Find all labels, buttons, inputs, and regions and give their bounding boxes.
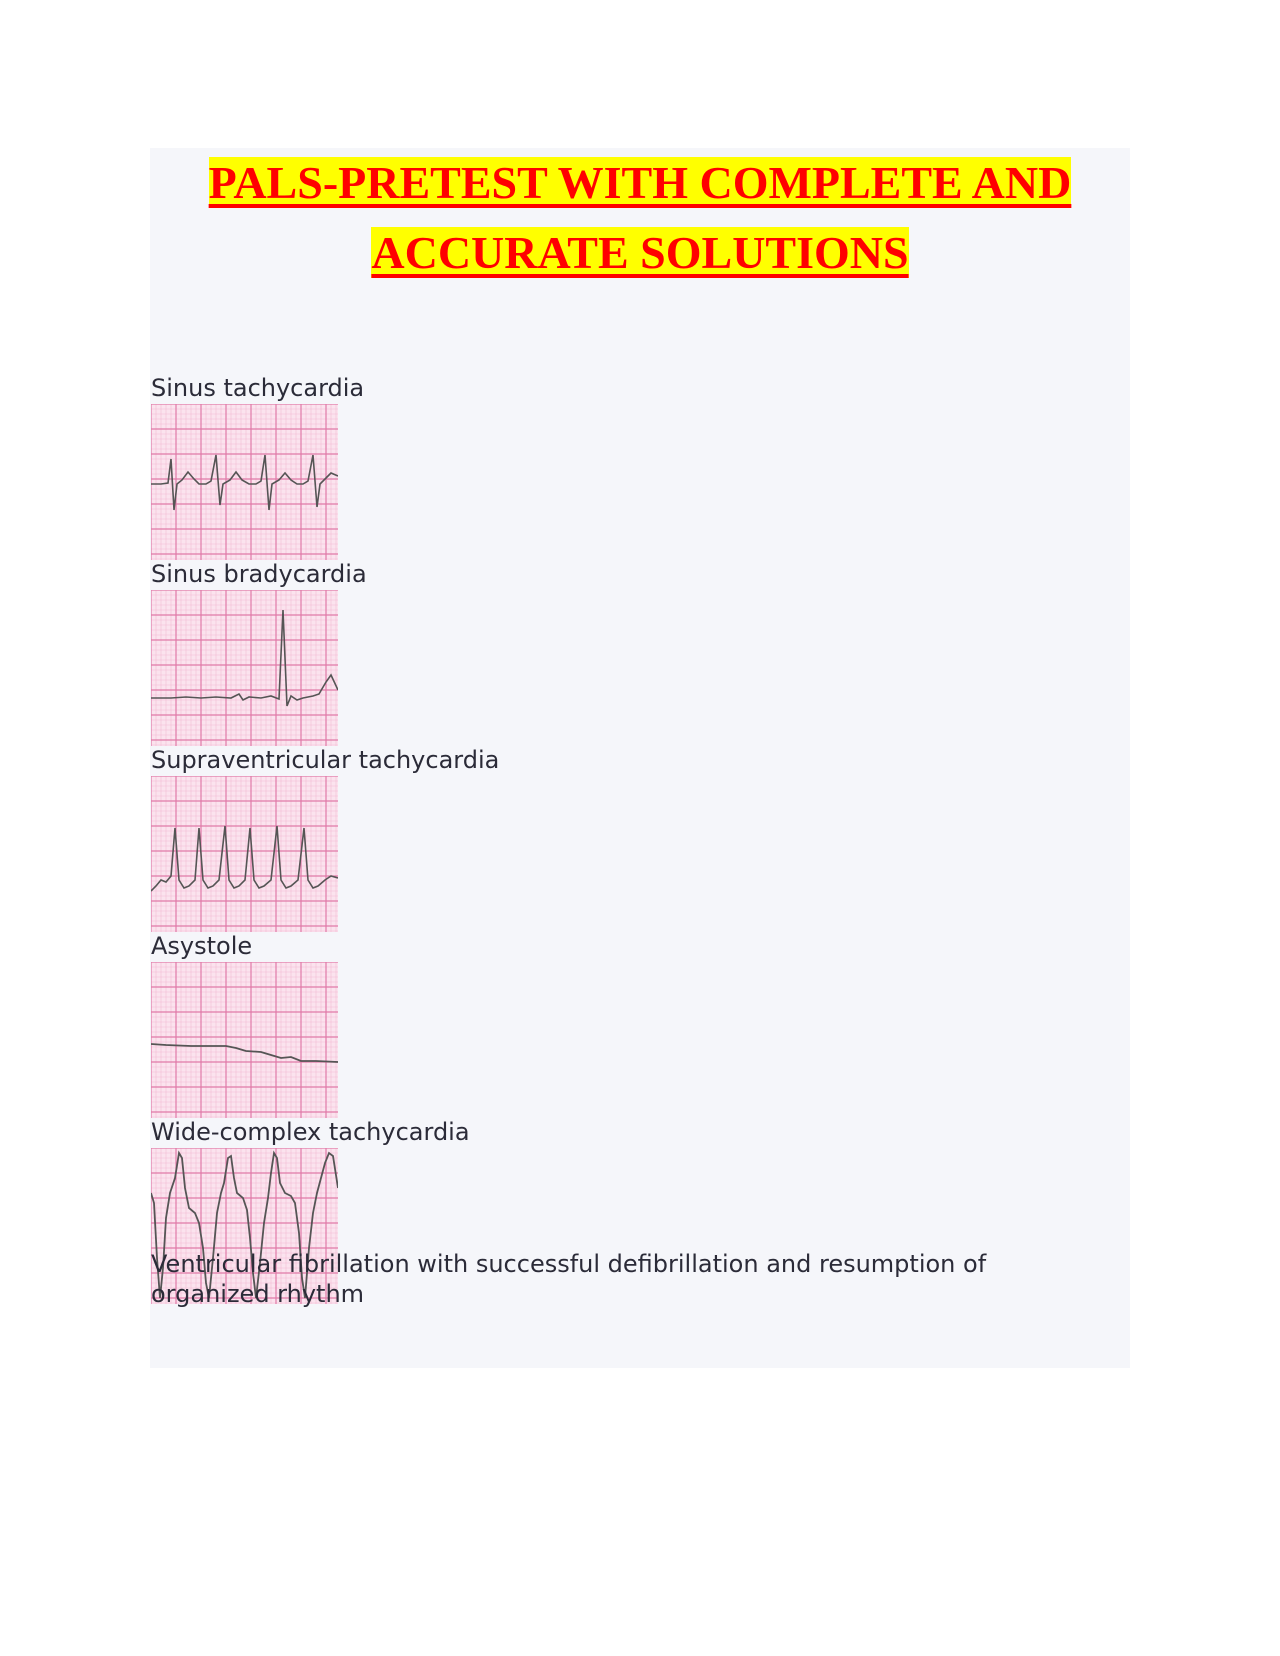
document-panel (150, 148, 1130, 1368)
ecg-strip-sinus-bradycardia (151, 590, 338, 746)
rhythm-label-asystole: Asystole (151, 932, 253, 960)
rhythm-label-wide-complex-tachycardia: Wide-complex tachycardia (151, 1118, 470, 1146)
ecg-strip-asystole (151, 962, 338, 1118)
title-line-2: ACCURATE SOLUTIONS (371, 227, 909, 278)
title-line-1: PALS-PRETEST WITH COMPLETE AND (208, 157, 1072, 208)
rhythm-label-sinus-tachycardia: Sinus tachycardia (151, 374, 365, 402)
ecg-strip-supraventricular-tachycardia (151, 776, 338, 932)
document-title (150, 148, 1130, 288)
rhythm-label-sinus-bradycardia: Sinus bradycardia (151, 560, 367, 588)
rhythm-label-ventricular-fibrillation (151, 1249, 1111, 1309)
vf-label-line-1: Ventricular fibrillation with successful defibrillation and resumption of (151, 1250, 987, 1278)
ecg-strip-sinus-tachycardia (151, 404, 338, 560)
rhythm-label-supraventricular-tachycardia: Supraventricular tachycardia (151, 746, 500, 774)
vf-label-line-2: organized rhythm (151, 1280, 365, 1308)
